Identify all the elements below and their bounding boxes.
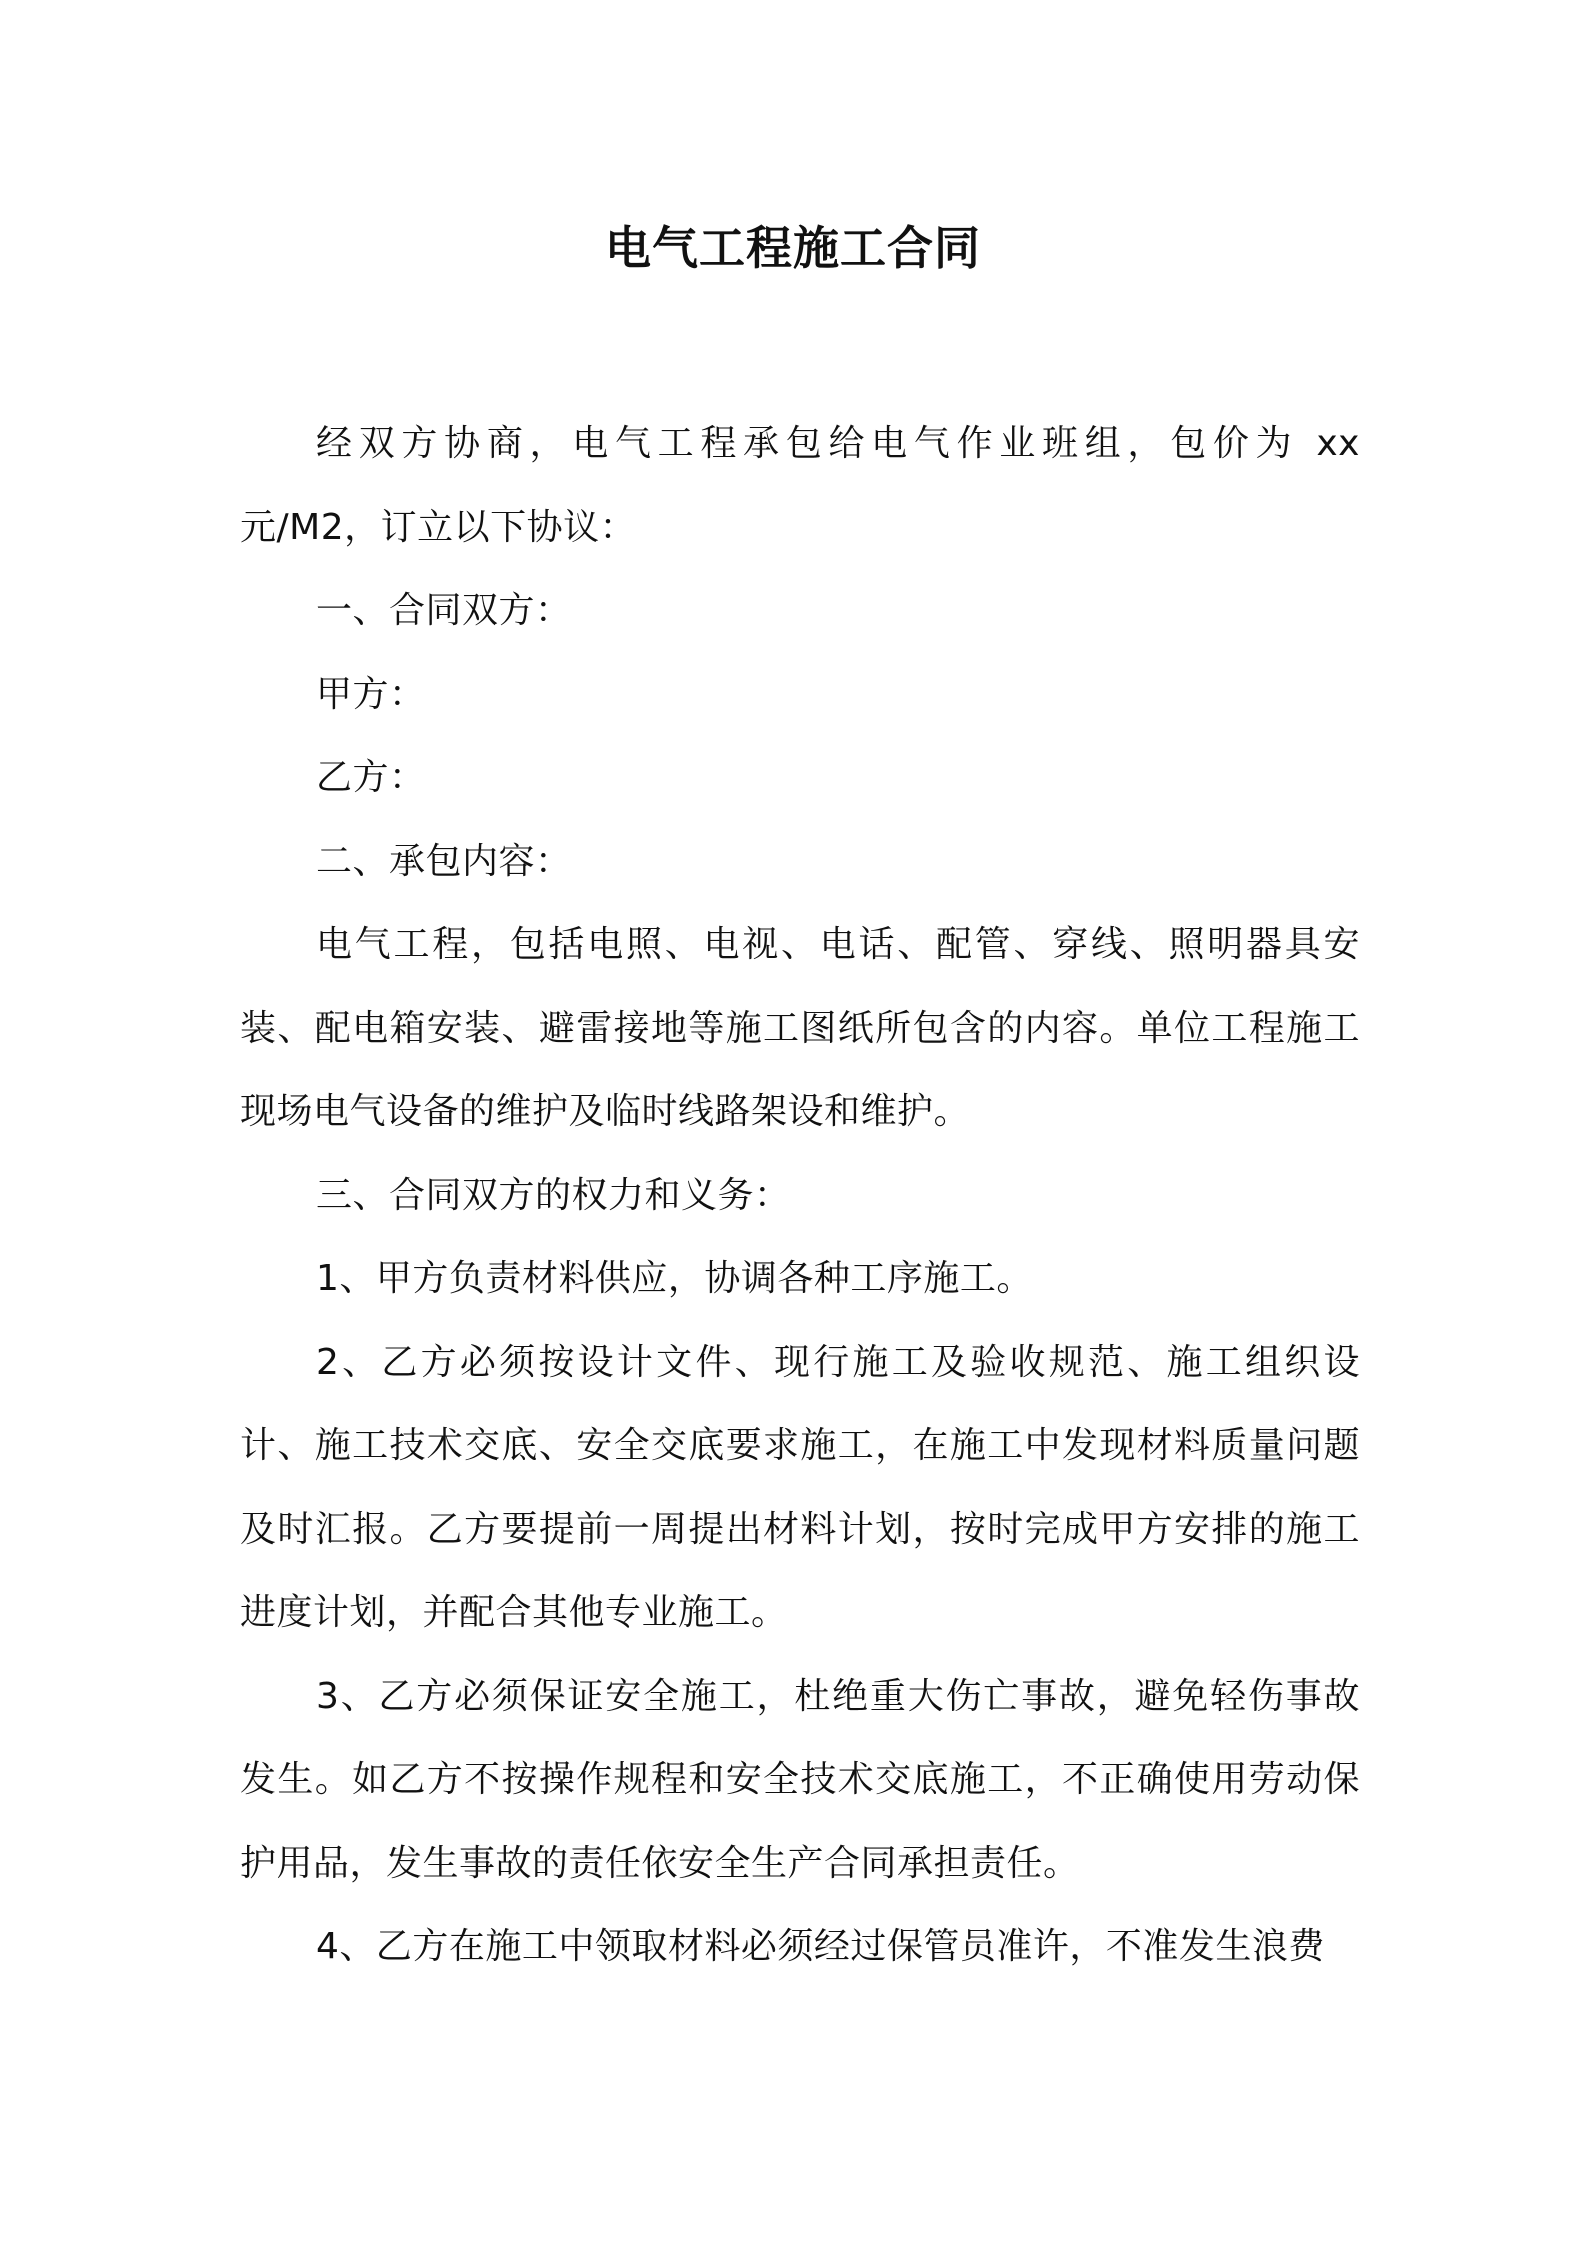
heading-scope: 二、承包内容： bbox=[316, 840, 572, 882]
clause-4: 4、乙方在施工中领取材料必须经过保管员准许，不准发生浪费 bbox=[316, 1926, 1325, 1967]
party-b-line: 乙方： bbox=[316, 757, 426, 798]
clause-2: 2、乙方必须按设计文件、现行施工及验收规范、施工组织设计、施工技术交底、安全交底要求施工，在施工中发现材料质量问题及时汇报。乙方要提前一周提出材料计划，按时完成甲方安排的施工进度计划，并配合其他专业施工。 bbox=[240, 1341, 1360, 1633]
heading-parties: 一、合同双方： bbox=[316, 590, 572, 631]
paragraph-scope: 电气工程，包括电照、电视、电话、配管、穿线、照明器具安装、配电箱安装、避雷接地等施工图纸所包含的内容。单位工程施工现场电气设备的维护及临时线路架设和维护。 bbox=[240, 924, 1360, 1132]
party-a-line: 甲方： bbox=[316, 673, 426, 715]
paragraph-intro: 经双方协商，电气工程承包给电气作业班组，包价为 xx 元/M2，订立以下协议： bbox=[240, 423, 1360, 548]
heading-rights: 三、合同双方的权力和义务： bbox=[316, 1174, 791, 1216]
clause-1: 1、甲方负责材料供应，协调各种工序施工。 bbox=[316, 1258, 1033, 1299]
document-title: 电气工程施工合同 bbox=[605, 221, 981, 275]
clause-3: 3、乙方必须保证安全施工，杜绝重大伤亡事故，避免轻伤事故发生。如乙方不按操作规程和安全技术交底施工，不正确使用劳动保护用品，发生事故的责任依安全生产合同承担责任。 bbox=[240, 1675, 1360, 1884]
document-body bbox=[240, 402, 1360, 1989]
